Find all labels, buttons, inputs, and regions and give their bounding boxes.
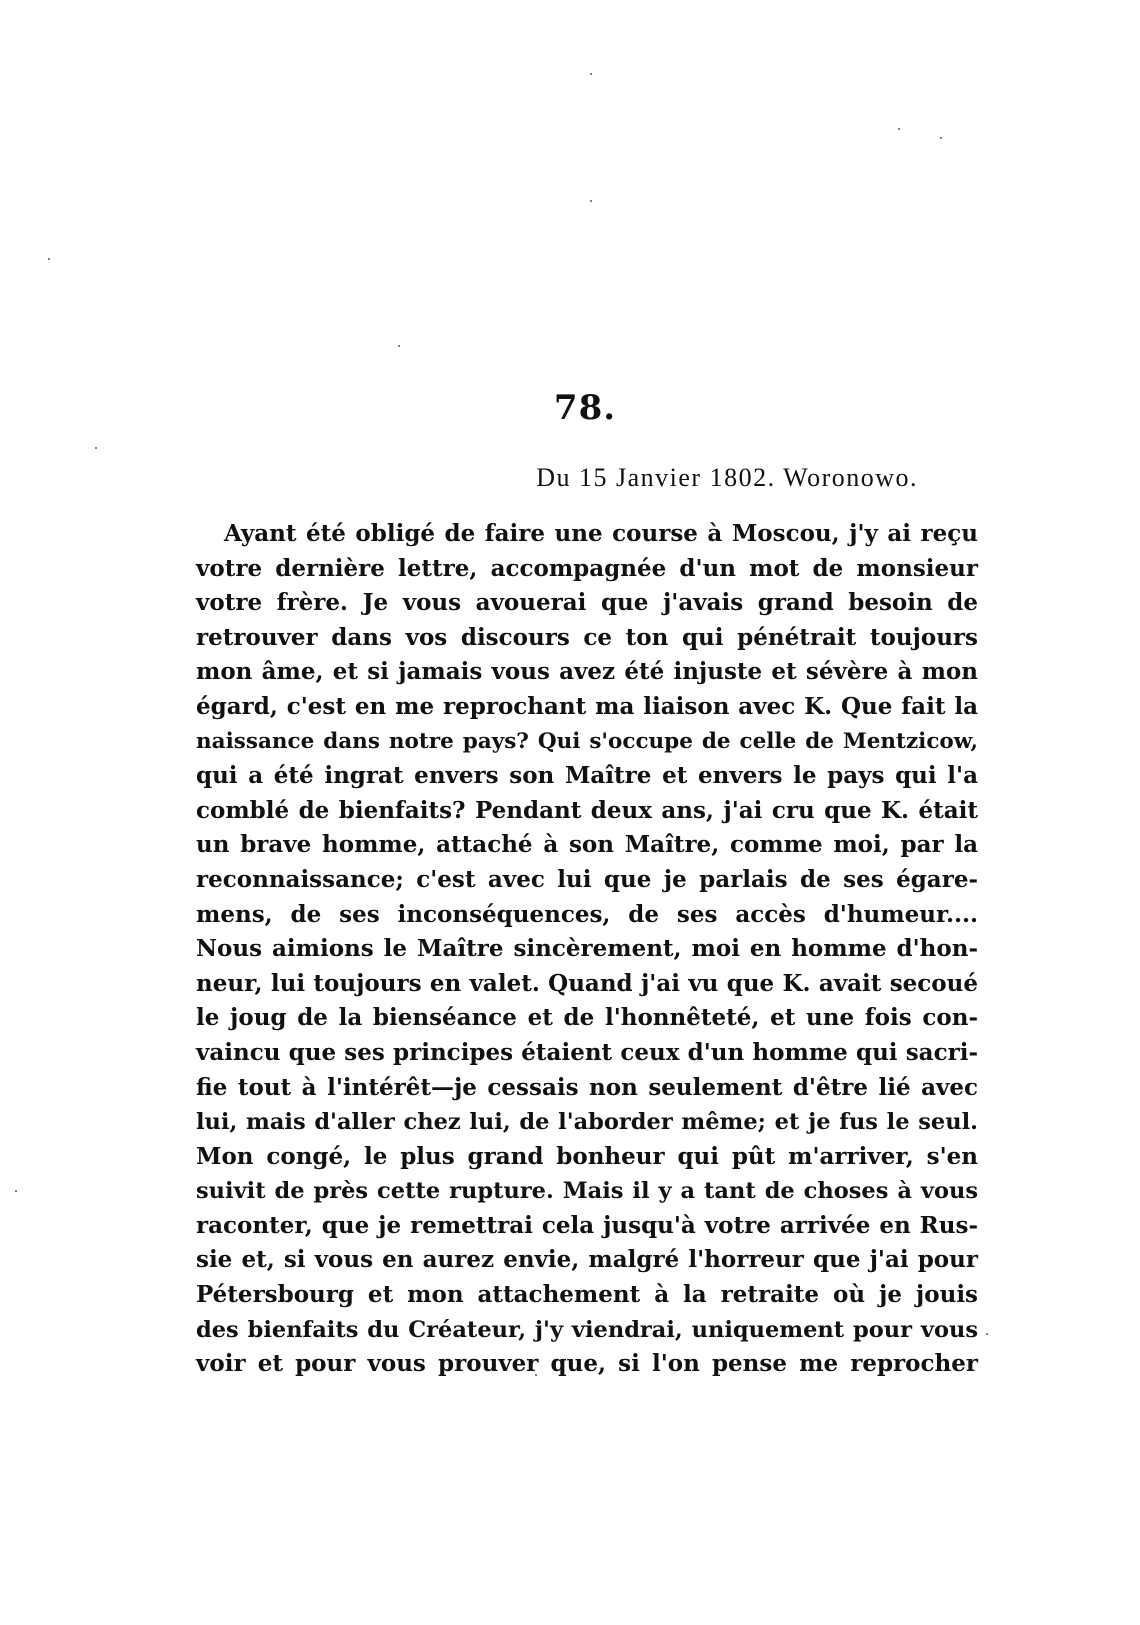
scan-speck: [398, 345, 400, 347]
text-line: Ayant été obligé de faire une course à Moscou, j'y ai reçu: [224, 520, 978, 547]
text-line: Mon congé, le plus grand bonheur qui pût m'arriver, s'en: [196, 1142, 978, 1170]
scan-speck: [48, 258, 50, 260]
scan-speck: [986, 1333, 988, 1335]
text-line: fie tout à l'intérêt—je cessais non seulement d'être lié avec: [196, 1073, 978, 1101]
text-line: vaincu que ses principes étaient ceux d'un homme qui sacri-: [196, 1038, 978, 1066]
letter-number: 78.: [553, 388, 617, 428]
scan-speck: [898, 128, 900, 130]
text-line: naissance dans notre pays? Qui s'occupe de celle de Mentzicow,: [196, 728, 978, 754]
text-line: votre dernière lettre, accompagnée d'un mot de monsieur: [196, 554, 978, 582]
text-line: suivit de près cette rupture. Mais il y a tant de choses à vous: [196, 1178, 978, 1205]
text-line: retrouver dans vos discours ce ton qui pénétrait toujours: [196, 623, 978, 651]
text-line: qui a été ingrat envers son Maître et envers le pays qui l'a: [196, 762, 978, 790]
text-line: comblé de bienfaits? Pendant deux ans, j'ai cru que K. était: [196, 796, 978, 824]
scan-speck: [95, 447, 97, 449]
scan-speck: [940, 137, 942, 139]
text-line: des bienfaits du Créateur, j'y viendrai, uniquement pour vous: [196, 1316, 978, 1343]
text-line: raconter, que je remettrai cela jusqu'à votre arrivée en Rus-: [196, 1211, 978, 1239]
text-line: mens, de ses inconséquences, de ses accès d'humeur....: [196, 900, 978, 928]
scan-speck: [15, 1190, 17, 1192]
text-line: Pétersbourg et mon attachement à la retraite où je jouis: [196, 1281, 978, 1309]
text-line: neur, lui toujours en valet. Quand j'ai vu que K. avait secoué: [196, 969, 978, 997]
scan-speck: [590, 73, 592, 75]
text-line: votre frère. Je vous avouerai que j'avais grand besoin de: [196, 589, 978, 617]
letter-body: [196, 517, 978, 1382]
text-line: sie et, si vous en aurez envie, malgré l'horreur que j'ai pour: [196, 1246, 978, 1274]
letter-dateline: Du 15 Janvier 1802. Woronowo.: [536, 463, 918, 492]
scan-speck: [590, 200, 592, 202]
text-line: Nous aimions le Maître sincèrement, moi en homme d'hon-: [196, 935, 978, 963]
text-line: lui, mais d'aller chez lui, de l'aborder même; et je fus le seul.: [196, 1109, 978, 1136]
text-line: reconnaissance; c'est avec lui que je parlais de ses égare-: [196, 865, 978, 893]
text-line: voir et pour vous prouver que, si l'on pense me reprocher: [196, 1350, 978, 1378]
text-line: le joug de la bienséance et de l'honnêteté, et une fois con-: [196, 1004, 978, 1032]
text-line: égard, c'est en me reprochant ma liaison avec K. Que fait la: [196, 692, 978, 720]
text-line: un brave homme, attaché à son Maître, comme moi, par la: [196, 831, 978, 859]
text-line: mon âme, et si jamais vous avez été injuste et sévère à mon: [196, 658, 978, 686]
